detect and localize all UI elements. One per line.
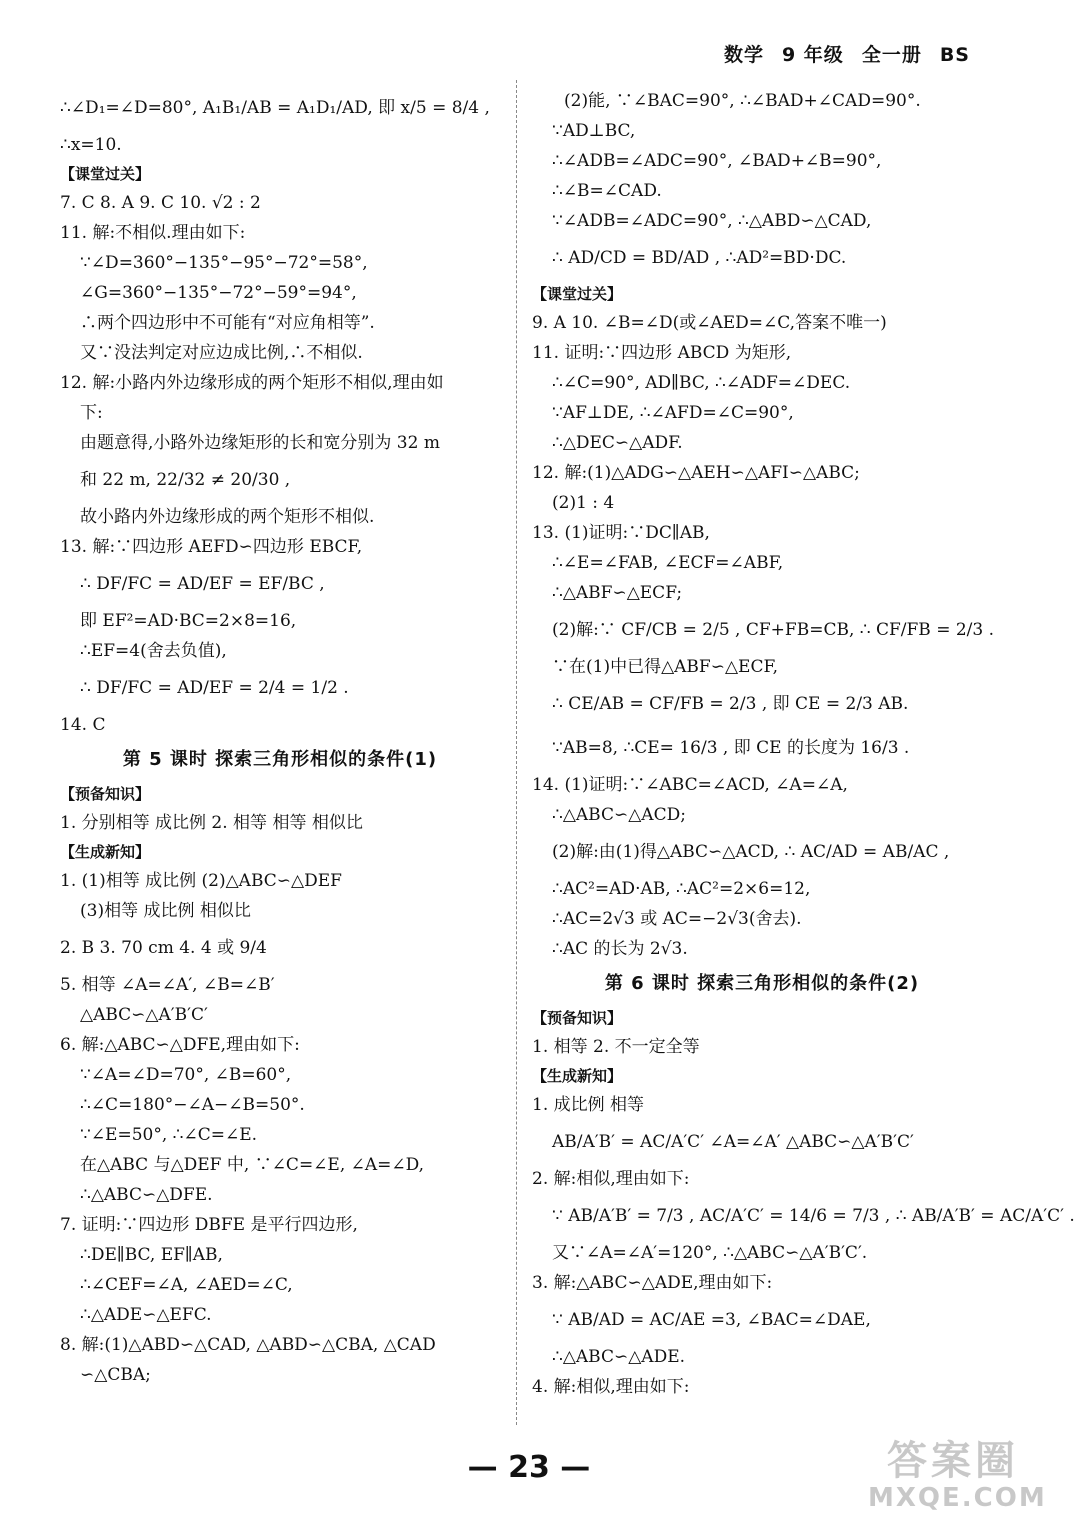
answer-line: 由题意得,小路外边缘矩形的长和宽分别为 32 m bbox=[80, 433, 440, 453]
answer-line: ∴AC²=AD·AB, ∴AC²=2×6=12, bbox=[552, 879, 811, 899]
answer-line: ∴ AD/CD = BD/AD , ∴AD²=BD·DC. bbox=[552, 248, 847, 268]
answer-line: 11. 解:不相似.理由如下: bbox=[60, 223, 246, 243]
answer-line: ∵AB=8, ∴CE= 16/3 , 即 CE 的长度为 16/3 . bbox=[552, 738, 910, 758]
answer-line: 又∵没法判定对应边成比例,∴不相似. bbox=[80, 343, 363, 363]
section-heading: 【生成新知】 bbox=[60, 843, 151, 861]
answer-line: 1. 相等 2. 不一定全等 bbox=[532, 1037, 700, 1057]
answer-line: △ABC∽△A′B′C′ bbox=[80, 1005, 208, 1025]
answer-line: 6. 解:△ABC∽△DFE,理由如下: bbox=[60, 1035, 300, 1055]
answer-line: 9. A 10. ∠B=∠D(或∠AED=∠C,答案不唯一) bbox=[532, 313, 887, 333]
answer-line: ∴ CE/AB = CF/FB = 2/3 , 即 CE = 2/3 AB. bbox=[552, 694, 909, 714]
answer-line: ∵AD⊥BC, bbox=[552, 121, 636, 141]
section-heading: 【课堂过关】 bbox=[532, 285, 623, 303]
header-edition: BS bbox=[939, 44, 970, 66]
answer-line: 1. 分别相等 成比例 2. 相等 相等 相似比 bbox=[60, 813, 363, 833]
answer-line: 12. 解:(1)△ADG∽△AEH∽△AFI∽△ABC; bbox=[532, 463, 860, 483]
page-header bbox=[724, 40, 970, 67]
header-volume: 全一册 bbox=[861, 44, 922, 66]
answer-line: ∵ AB/AD = AC/AE =3, ∠BAC=∠DAE, bbox=[552, 1310, 871, 1330]
answer-line: ∴∠ADB=∠ADC=90°, ∠BAD+∠B=90°, bbox=[552, 151, 882, 171]
answer-line: ∴△DEC∽△ADF. bbox=[552, 433, 683, 453]
answer-line: ∵∠A=∠D=70°, ∠B=60°, bbox=[80, 1065, 292, 1085]
answer-line: ∴∠C=90°, AD∥BC, ∴∠ADF=∠DEC. bbox=[552, 373, 851, 393]
section-heading: 【课堂过关】 bbox=[60, 165, 151, 183]
answer-line: ∽△CBA; bbox=[80, 1365, 151, 1385]
answer-line: ∴∠D₁=∠D=80°, A₁B₁/AB = A₁D₁/AD, 即 x/5 = 8/4 , bbox=[60, 98, 490, 118]
right-column bbox=[532, 86, 1075, 1402]
answer-line: ∴x=10. bbox=[60, 135, 122, 155]
answer-line: 5. 相等 ∠A=∠A′, ∠B=∠B′ bbox=[60, 975, 275, 995]
answer-line: 即 EF²=AD·BC=2×8=16, bbox=[80, 611, 297, 631]
answer-line: ∵在(1)中已得△ABF∽△ECF, bbox=[552, 657, 779, 677]
answer-line: (2)解:∵ CF/CB = 2/5 , CF+FB=CB, ∴ CF/FB = 2/3 . bbox=[552, 620, 995, 640]
answer-line: ∴∠E=∠FAB, ∠ECF=∠ABF, bbox=[552, 553, 784, 573]
answer-line: ∴DE∥BC, EF∥AB, bbox=[80, 1245, 223, 1265]
answer-line: 11. 证明:∵四边形 ABCD 为矩形, bbox=[532, 343, 792, 363]
answer-line: 8. 解:(1)△ABD∽△CAD, △ABD∽△CBA, △CAD bbox=[60, 1335, 436, 1355]
answer-line: ∴两个四边形中不可能有“对应角相等”. bbox=[80, 313, 375, 333]
answer-line: 14. (1)证明:∵∠ABC=∠ACD, ∠A=∠A, bbox=[532, 775, 848, 795]
answer-line: ∵AF⊥DE, ∴∠AFD=∠C=90°, bbox=[552, 403, 794, 423]
answer-line: 3. 解:△ABC∽△ADE,理由如下: bbox=[532, 1273, 773, 1293]
answer-line: ∴△ABC∽△DFE. bbox=[80, 1185, 213, 1205]
answer-line: 7. 证明:∵四边形 DBFE 是平行四边形, bbox=[60, 1215, 358, 1235]
answer-line: ∴△ABC∽△ACD; bbox=[552, 805, 686, 825]
answer-line: ∴△ABF∽△ECF; bbox=[552, 583, 683, 603]
answer-line: 下: bbox=[80, 403, 103, 423]
answer-line: ∵ AB/A′B′ = 7/3 , AC/A′C′ = 14/6 = 7/3 , ∴ AB/A′B′ = AC/A′C′ . bbox=[552, 1206, 1075, 1226]
answer-line: 1. (1)相等 成比例 (2)△ABC∽△DEF bbox=[60, 871, 342, 891]
answer-line: ∴ DF/FC = AD/EF = EF/BC , bbox=[80, 574, 325, 594]
answer-line: 1. 成比例 相等 bbox=[532, 1095, 645, 1115]
answer-line: ∴ DF/FC = AD/EF = 2/4 = 1/2 . bbox=[80, 678, 349, 698]
answer-line: 14. C bbox=[60, 715, 106, 735]
answer-line: 7. C 8. A 9. C 10. √2 : 2 bbox=[60, 193, 261, 213]
answer-line: ∵∠D=360°−135°−95°−72°=58°, bbox=[80, 253, 368, 273]
answer-line: (2)1 : 4 bbox=[552, 493, 615, 513]
answer-line: ∴AC=2√3 或 AC=−2√3(舍去). bbox=[552, 909, 802, 929]
lesson-title: 第 6 课时 探索三角形相似的条件(2) bbox=[604, 973, 920, 994]
section-heading: 【生成新知】 bbox=[532, 1067, 623, 1085]
answer-line: (3)相等 成比例 相似比 bbox=[80, 901, 251, 921]
answer-line: AB/A′B′ = AC/A′C′ ∠A=∠A′ △ABC∽△A′B′C′ bbox=[552, 1132, 914, 1152]
answer-line: ∴AC 的长为 2√3. bbox=[552, 939, 688, 959]
watermark-logo bbox=[868, 1438, 1047, 1518]
section-heading: 【预备知识】 bbox=[532, 1009, 623, 1027]
answer-line: 2. B 3. 70 cm 4. 4 或 9/4 bbox=[60, 938, 267, 958]
answer-line: ∴∠C=180°−∠A−∠B=50°. bbox=[80, 1095, 305, 1115]
watermark-url: MXQE.COM bbox=[868, 1483, 1047, 1513]
answer-line: 2. 解:相似,理由如下: bbox=[532, 1169, 690, 1189]
watermark-title: 答案圈 bbox=[887, 1438, 1019, 1484]
answer-line: ∵∠E=50°, ∴∠C=∠E. bbox=[80, 1125, 258, 1145]
answer-line: 和 22 m, 22/32 ≠ 20/30 , bbox=[80, 470, 291, 490]
answer-line: (2)能, ∵∠BAC=90°, ∴∠BAD+∠CAD=90°. bbox=[564, 91, 921, 111]
left-column bbox=[60, 86, 500, 1390]
answer-line: 在△ABC 与△DEF 中, ∵∠C=∠E, ∠A=∠D, bbox=[80, 1155, 425, 1175]
answer-line: 故小路内外边缘形成的两个矩形不相似. bbox=[80, 507, 375, 527]
answer-line: 13. (1)证明:∵DC∥AB, bbox=[532, 523, 710, 543]
answer-line: ∵∠ADB=∠ADC=90°, ∴△ABD∽△CAD, bbox=[552, 211, 872, 231]
answer-line: 13. 解:∵四边形 AEFD∽四边形 EBCF, bbox=[60, 537, 363, 557]
lesson-title: 第 5 课时 探索三角形相似的条件(1) bbox=[122, 749, 438, 770]
answer-line: ∴∠B=∠CAD. bbox=[552, 181, 662, 201]
answer-line: ∠G=360°−135°−72°−59°=94°, bbox=[80, 283, 357, 303]
header-subject: 数学 bbox=[723, 44, 764, 66]
section-heading: 【预备知识】 bbox=[60, 785, 151, 803]
column-divider bbox=[516, 80, 517, 1425]
answer-line: ∴△ADE∽△EFC. bbox=[80, 1305, 212, 1325]
answer-line: 12. 解:小路内外边缘形成的两个矩形不相似,理由如 bbox=[60, 373, 444, 393]
header-grade: 9 年级 bbox=[781, 44, 844, 66]
answer-line: ∴∠CEF=∠A, ∠AED=∠C, bbox=[80, 1275, 293, 1295]
answer-line: ∴△ABC∽△ADE. bbox=[552, 1347, 686, 1367]
answer-line: 4. 解:相似,理由如下: bbox=[532, 1377, 690, 1397]
answer-line: 又∵∠A=∠A′=120°, ∴△ABC∽△A′B′C′. bbox=[552, 1243, 868, 1263]
page-number: — 23 — bbox=[467, 1450, 591, 1485]
answer-line: (2)解:由(1)得△ABC∽△ACD, ∴ AC/AD = AB/AC , bbox=[552, 842, 950, 862]
answer-line: ∴EF=4(舍去负值), bbox=[80, 641, 227, 661]
